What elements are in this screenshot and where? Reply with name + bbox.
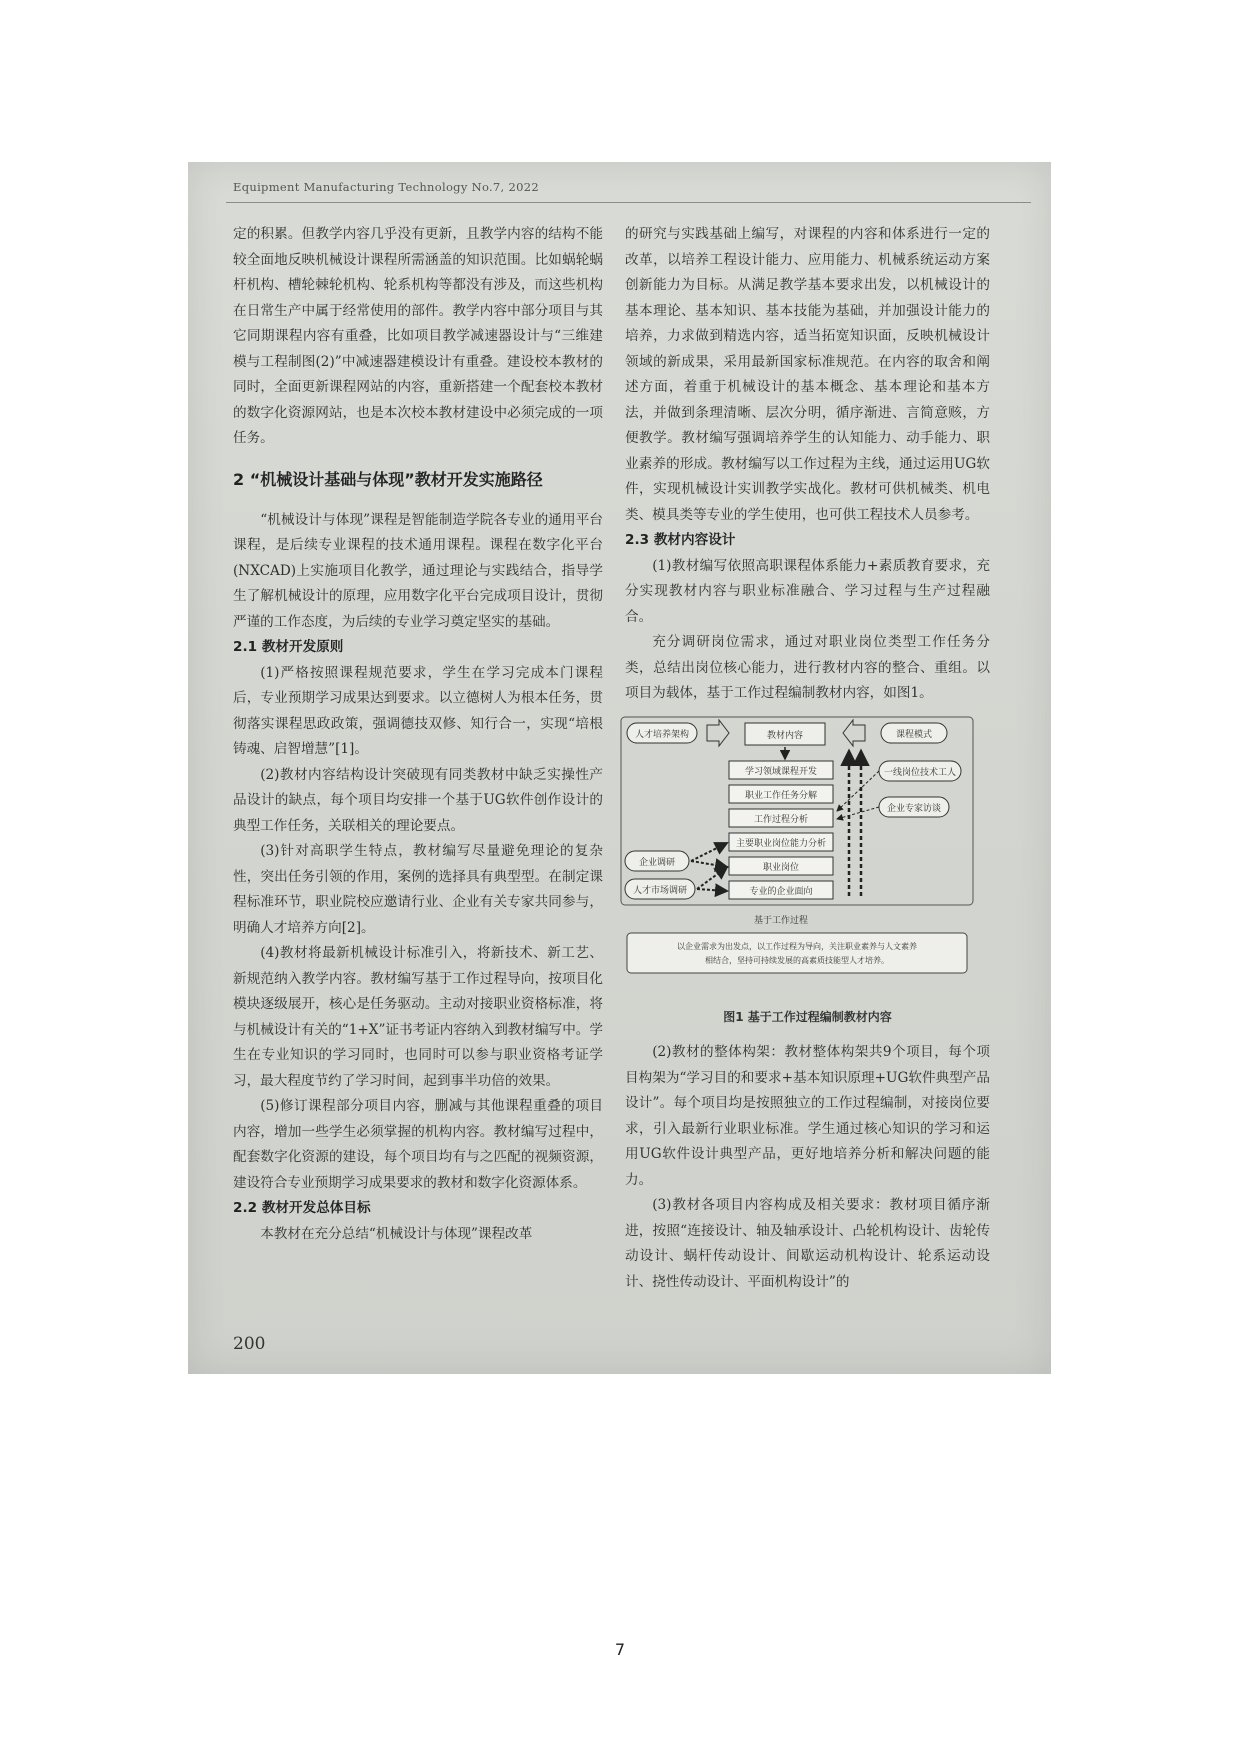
flow-diagram <box>617 711 987 1001</box>
textbook-content-label: 教材内容 <box>766 730 804 741</box>
chain-step-label: 主要职业岗位能力分析 <box>735 838 827 849</box>
summary-line: 相结合，坚持可持续发展的高素质技能型人才培养。 <box>705 955 889 965</box>
chain-step-label: 专业的企业面向 <box>749 886 813 897</box>
chain-step-label: 工作过程分析 <box>753 814 809 825</box>
paragraph: 定的积累。但教学内容几乎没有更新，且教学内容的结构不能较全面地反映机械设计课程所需涵盖的知识范围。比如蜗轮蜗杆机构、槽轮棘轮机构、轮系机构等都没有涉及，而这些机构在日常生产中属于经常使用的部件。教学内容中部分项目与其它同期课程内容有重叠，比如项目教学减速器设计与“三维建模与工程制图(2)”中减速器建模设计有重叠。建设校本教材的同时，全面更新课程网站的内容，重新搭建一个配套校本教材的数字化资源网站，也是本次校本教材建设中必须完成的一项任务。 <box>233 226 603 446</box>
paragraph: (1)教材编写依照高职课程体系能力+素质教育要求，充分实现教材内容与职业标准融合、学习过程与生产过程融合。 <box>625 557 990 625</box>
paragraph: (1)严格按照课程规范要求，学生在学习完成本门课程后，专业预期学习成果达到要求。以立德树人为根本任务，贯彻落实课程思政政策，强调德技双修、知行合一，实现“培根铸魂、启智增慧”[1]。 <box>233 664 603 757</box>
section-heading: 2 “机械设计基础与体现”教材开发实施路径 <box>233 469 543 489</box>
paragraph: “机械设计与体现”课程是智能制造学院各专业的通用平台课程，是后续专业课程的技术通用课程。课程在数字化平台(NXCAD)上实施项目化教学，通过理论与实践结合，指导学生了解机械设计的原理，应用数字化平台完成项目设计，贯彻严谨的工作态度，为后续的专业学习奠定坚实的基础。 <box>233 511 603 630</box>
scanned-page-photo <box>188 162 1051 1374</box>
talent-framework-label: 人才培养架构 <box>634 729 690 740</box>
based-on-label: 基于工作过程 <box>753 915 809 926</box>
subsection-heading: 2.2 教材开发总体目标 <box>233 1200 371 1216</box>
paragraph: 充分调研岗位需求，通过对职业岗位类型工作任务分类，总结出岗位核心能力，进行教材内容的整合、重组。以项目为载体，基于工作过程编制教材内容，如图1。 <box>625 634 990 701</box>
summary-line: 以企业需求为出发点，以工作过程为导向，关注职业素养与人文素养 <box>677 941 917 951</box>
subsection-heading: 2.3 教材内容设计 <box>625 532 736 548</box>
chain-step-label: 职业岗位 <box>762 862 800 873</box>
paragraph: (5)修订课程部分项目内容，删减与其他课程重叠的项目内容，增加一些学生必须掌握的机构内容。教材编写过程中，配套数字化资源的建设，每个项目均有与之匹配的视频资源，建设符合专业预期学习成果要求的教材和数字化资源体系。 <box>233 1098 603 1191</box>
document-page-number: 7 <box>614 1640 626 1659</box>
journal-header: Equipment Manufacturing Technology No.7, 2022 <box>233 180 539 194</box>
figure-caption: 图1 基于工作过程编制教材内容 <box>723 1009 892 1024</box>
paragraph: 本教材在充分总结“机械设计与体现”课程改革 <box>260 1225 533 1242</box>
enterprise-research-label: 企业调研 <box>638 857 676 868</box>
process-chain <box>729 761 833 899</box>
paragraph: (4)教材将最新机械设计标准引入，将新技术、新工艺、新规范纳入教学内容。教材编写基于工作过程导向，按项目化模块逐级展开，核心是任务驱动。主动对接职业资格标准，将与机械设计有关的“1+X”证书考证内容纳入到教材编写中。学生在专业知识的学习同时，也同时可以参与职业资格考证学习，最大程度节约了学习时间，起到事半功倍的效果。 <box>233 945 603 1089</box>
paragraph: (2)教材的整体构架：教材整体构架共9个项目，每个项目构架为“学习目的和要求+基本知识原理+UG软件典型产品设计”。每个项目均是按照独立的工作过程编制，对接岗位要求，引入最新行业职业标准。学生通过核心知识的学习和运用UG软件设计典型产品，更好地培养分析和解决问题的能力。 <box>625 1044 990 1188</box>
left-arrow-icon <box>843 720 865 746</box>
right-arrow-icon <box>707 720 729 746</box>
header-rule <box>226 202 1031 203</box>
frontline-tech-label: 一线岗位技术工人 <box>883 767 957 778</box>
talent-market-label: 人才市场调研 <box>632 885 688 896</box>
paragraph: 的研究与实践基础上编写，对课程的内容和体系进行一定的改革，以培养工程设计能力、应用能力、机械系统运动方案创新能力为目标。从满足教学基本要求出发，以机械设计的基本理论、基本知识、基本技能为基础，并加强设计能力的培养，力求做到精选内容，适当拓宽知识面，反映机械设计领域的新成果，采用最新国家标准规范。在内容的取舍和阐述方面，着重于机械设计的基本概念、基本理论和基本方法，并做到条理清晰、层次分明，循序渐进、言简意赅，方便教学。教材编写强调培养学生的认知能力、动手能力、职业素养的形成。教材编写以工作过程为主线，通过运用UG软件，实现机械设计实训教学实战化。教材可供机械类、机电类、模具类等专业的学生使用，也可供工程技术人员参考。 <box>625 226 990 523</box>
summary-box <box>627 933 967 973</box>
paragraph: (3)针对高职学生特点，教材编写尽量避免理论的复杂性，突出任务引领的作用，案例的选择具有典型型。在制定课程标准环节，职业院校应邀请行业、企业有关专家共同参与，明确人才培养方向[2]。 <box>233 843 603 936</box>
course-mode-label: 课程模式 <box>895 729 933 740</box>
chain-step-label: 职业工作任务分解 <box>744 790 818 801</box>
enterprise-experts-label: 企业专家访谈 <box>886 803 942 814</box>
paragraph: (2)教材内容结构设计突破现有同类教材中缺乏实操性产品设计的缺点，每个项目均安排一个基于UG软件创作设计的典型工作任务，关联相关的理论要点。 <box>233 766 603 834</box>
right-column <box>625 222 990 1295</box>
chain-step-label: 学习领域课程开发 <box>744 766 818 777</box>
paragraph: (3)教材各项目内容构成及相关要求：教材项目循序渐进，按照“连接设计、轴及轴承设计、凸轮机构设计、齿轮传动设计、蜗杆传动设计、间歇运动机构设计、轮系运动设计、挠性传动设计、平面机构设计”的 <box>625 1197 990 1290</box>
journal-page-number: 200 <box>233 1334 266 1354</box>
left-column <box>233 222 603 1247</box>
figure-1 <box>617 711 987 1001</box>
subsection-heading: 2.1 教材开发原则 <box>233 639 344 655</box>
